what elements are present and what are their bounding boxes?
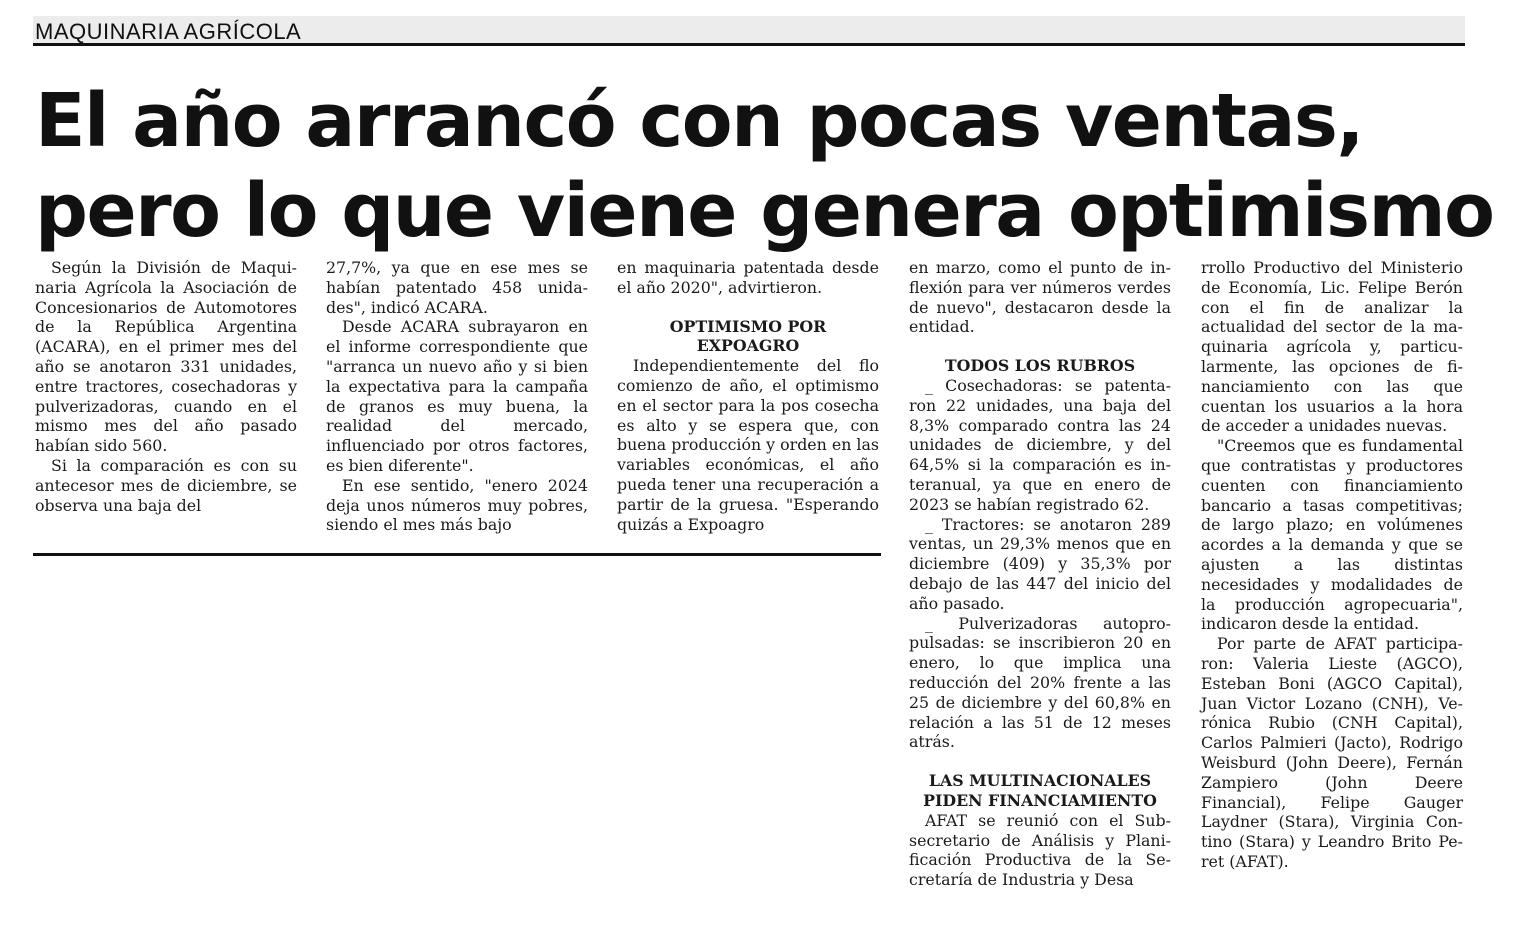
column-divider-rule	[33, 553, 881, 556]
headline-line-2: pero lo que viene genera optimismo	[35, 168, 1494, 254]
paragraph: Por parte de AFAT participaron: Valeria Lieste (AGCO), Esteban Boni (AGCO Capital), Juan Victor Lozano (CNH), Verónica Rubio (CNH Capital), Carlos Palmieri (Jacto), Rodrigo Weisburd (John Deere), Fernán Zampiero (John Deere Financial), Felipe Gauger Laydner (Stara), Virginia Contino (Stara) y Leandro Brito Peret (AFAT).	[1201, 634, 1463, 871]
article-column-4	[909, 258, 1171, 890]
subheading-optimismo: OPTIMISMO POR EXPOAGRO	[669, 316, 827, 356]
paragraph: _ Pulverizadoras autopropulsadas: se inscribieron 20 en enero, lo que implica una reducción del 20% frente a las 25 de diciembre y del 60,8% en relación a las 51 de 12 meses atrás.	[909, 613, 1171, 752]
paragraph: "Creemos que es fundamental que contratistas y productores cuenten con financiamiento bancario a tasas competitivas; de largo plazo; en volúmenes acordes a la demanda y que se ajusten a las distintas necesidades y modalidades de la producción agropecuaria", indicaron desde la entidad.	[1201, 436, 1463, 634]
article-column-3	[617, 258, 879, 534]
paragraph: En ese sentido, "enero 2024 deja unos números muy pobres, siendo el mes más bajo	[326, 475, 588, 535]
article-column-2	[326, 258, 588, 535]
paragraph: rrollo Productivo del Ministerio de Economía, Lic. Felipe Berón con el fin de analizar la actualidad del sector de la maquinaria agrícola y, particularmente, las opciones de financiamiento con las que cuentan los usuarios a la hora de acceder a unidades nuevas.	[1201, 258, 1463, 436]
headline	[35, 76, 1494, 256]
subheading-multinacionales: LAS MULTINACIONALES PIDEN FINANCIAMIENTO	[923, 771, 1157, 810]
paragraph: en maquinaria patentada desde el año 2020", advirtieron.	[617, 258, 879, 297]
article-column-5	[1201, 258, 1463, 872]
paragraph: AFAT se reunió con el Subsecretario de Análisis y Planificación Productiva de la Secretaría de Industria y Desa	[909, 810, 1171, 890]
subheading-rubros: TODOS LOS RUBROS	[944, 356, 1136, 376]
paragraph: en marzo, como el punto de inflexión para ver números verdes de nuevo", destacaron desde la entidad.	[909, 258, 1171, 337]
paragraph: Independientemente del flo comienzo de año, el optimismo en el sector para la pos cosecha es alto y se espera que, con buena producción y orden en las variables económicas, el año pueda tener una recuperación a partir de la gruesa. "Esperando quizás a Expoagro	[617, 356, 879, 534]
headline-line-1: El año arrancó con pocas ventas,	[35, 78, 1364, 164]
paragraph: Si la comparación es con su antecesor mes de diciembre, se observa una baja del	[35, 455, 297, 515]
section-label: MAQUINARIA AGRÍCOLA	[35, 19, 302, 44]
paragraph: Desde ACARA subrayaron en el informe correspondiente que "arranca un nuevo año y si bien la expectativa para la campaña de granos es muy buena, la realidad del mercado, influenciado por otros factores, es bien diferente".	[326, 317, 588, 475]
article-column-1	[35, 258, 297, 515]
paragraph: 27,7%, ya que en ese mes se habían patentado 458 unidades", indicó ACARA.	[326, 258, 588, 317]
paragraph: Según la División de Maquinaria Agrícola la Asociación de Concesionarios de Automotores de la República Argentina (ACARA), en el primer mes del año se anotaron 331 unidades, entre tractores, cosechadoras y pulverizadoras, cuando en el mismo mes del año pasado habían sido 560.	[35, 258, 297, 456]
section-header-bar	[33, 16, 1465, 46]
paragraph: _ Cosechadoras: se patentaron 22 unidades, una baja del 8,3% comparado contra las 24 unidades de diciembre, y del 64,5% si la comparación es interanual, ya que en enero de 2023 se habían registrado 62.	[909, 375, 1171, 514]
paragraph: _ Tractores: se anotaron 289 ventas, un 29,3% menos que en diciembre (409) y 35,3% por debajo de las 447 del inicio del año pasado.	[909, 514, 1171, 613]
